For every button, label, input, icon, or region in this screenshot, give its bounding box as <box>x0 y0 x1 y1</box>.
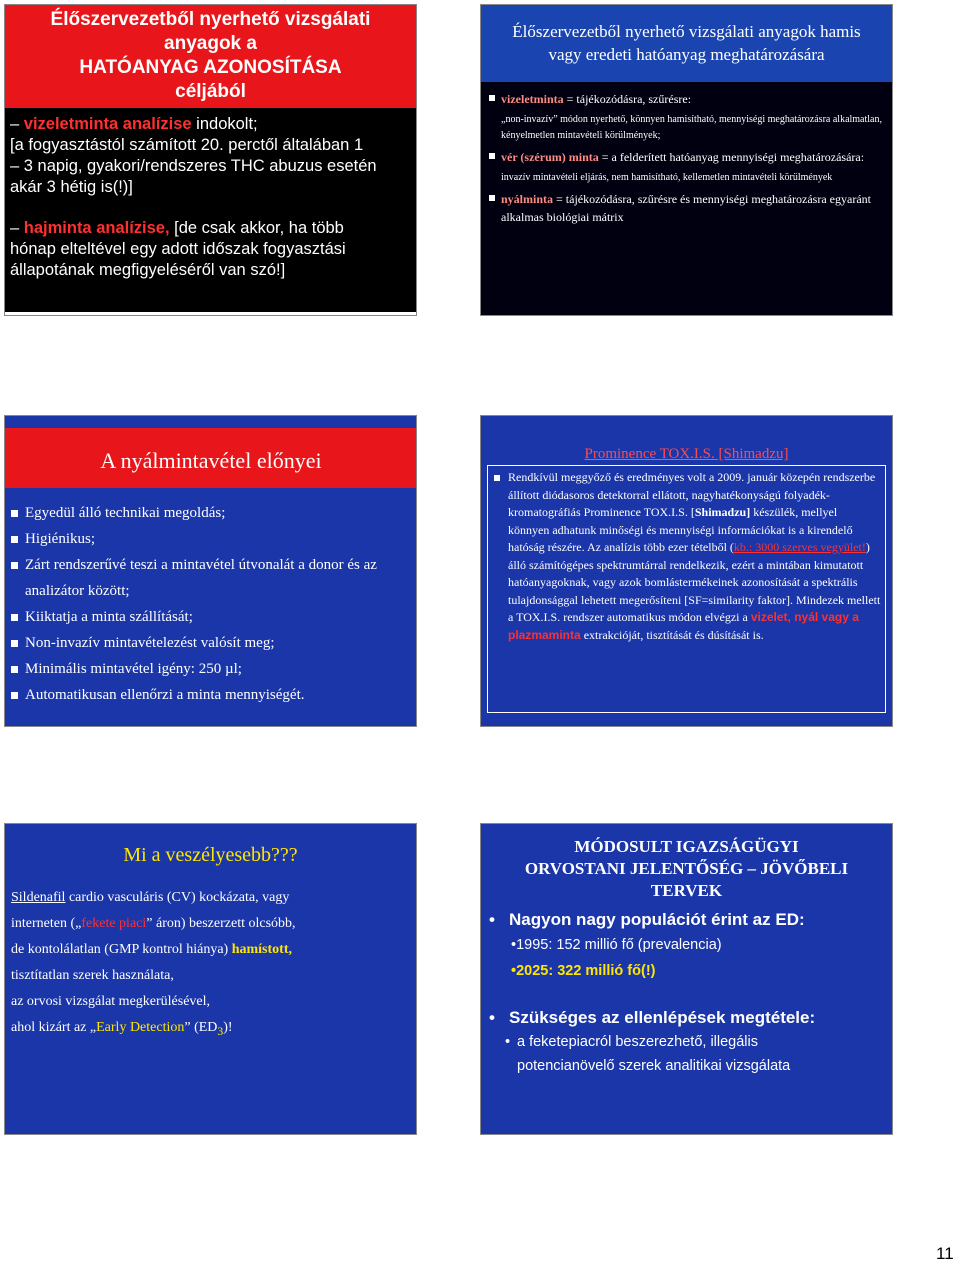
list-item <box>11 604 412 630</box>
item-text: = a felderített hatóanyag mennyiségi meghatározására: <box>598 150 865 164</box>
slide-3-title: A nyálmintavétel előnyei <box>5 428 417 488</box>
slide-6-body <box>481 908 892 1078</box>
sub-item: •2025: 322 millió fő(!) <box>511 963 656 979</box>
text-line <box>10 114 411 135</box>
item-text: = tájékozódásra, szűrésre és mennyiségi meghatározásra egyaránt alkalmas biológiai mátrix <box>501 192 871 224</box>
text-line <box>11 1015 410 1045</box>
text: cardio vasculáris (CV) kockázata, vagy <box>65 890 290 905</box>
text: ) álló számítógépes spektrumtárral rendelkezik, ezért a mintában kimutatott hatóanyagoknak, vagy azok bomlástermékeinek azonosítását a spektrális tulajdonsággal lehetett megerősíteni [SF=similarity faktor]. Mindezek mellett a TOX.I.S. rendszer automatikus módon elvégzi a <box>508 540 881 624</box>
list-item <box>11 526 412 552</box>
bullet-item <box>487 1006 892 1030</box>
slide-6-title <box>481 824 892 908</box>
text: Szükséges az ellenlépések megtétele: <box>509 1008 816 1027</box>
text: készülék, mellyel könnyen adhatunk minőségi és mennyiségi információkat is a kirendelő hatóság részére. Az analízis több ezer tételből ( <box>508 505 853 554</box>
slide-2-title <box>481 5 892 82</box>
title-line: HATÓANYAG AZONOSÍTÁSA <box>79 57 342 78</box>
item-label: nyálminta <box>501 192 554 206</box>
text: ahol kizárt az „ <box>11 1020 97 1035</box>
dash: – <box>10 219 24 237</box>
list-item <box>11 630 412 656</box>
bullet-item <box>487 908 892 932</box>
slide-2 <box>480 4 893 316</box>
list-item-text: Higiénikus; <box>25 531 95 547</box>
text-line <box>11 937 410 963</box>
list-item <box>489 90 884 108</box>
text: ” áron) beszerzett olcsóbb, <box>146 916 296 931</box>
text: [de csak akkor, ha több <box>169 219 344 237</box>
text-line: [a fogyasztástól számított 20. perctől általában 1 <box>10 136 364 154</box>
square-bullet-icon <box>11 510 18 517</box>
list-item-text: Egyedül álló technikai megoldás; <box>25 505 226 521</box>
slide-5 <box>4 823 417 1135</box>
early-detection-term: Early Detection <box>96 1020 185 1035</box>
square-bullet-icon <box>489 153 495 159</box>
list-item-text: Automatikusan ellenőrzi a minta mennyiségét. <box>25 687 305 703</box>
list-item <box>11 656 412 682</box>
bullet-icon: • <box>505 1034 511 1050</box>
square-bullet-icon <box>11 562 18 569</box>
text-line: akár 3 hétig is(!)] <box>10 178 133 196</box>
description-box <box>487 465 886 713</box>
compound-count-link[interactable]: kb.: 3000 szerves vegyület! <box>733 540 866 554</box>
title-line: Élőszervezetből nyerhető vizsgálati <box>50 9 371 30</box>
list-item <box>489 148 884 166</box>
slide-4 <box>480 415 893 727</box>
bullet-icon: • <box>489 910 495 929</box>
title-line: anyagok a <box>164 33 257 54</box>
urine-sample-label: vizeletminta analízise <box>23 115 192 133</box>
bullet-icon: • <box>489 1008 495 1027</box>
sub-item <box>481 1030 892 1054</box>
advantages-list <box>5 488 416 708</box>
slide-6 <box>480 823 893 1135</box>
text: a feketepiacról beszerezhető, illegális <box>517 1034 758 1050</box>
slide-4-title: Prominence TOX.I.S. [Shimadzu] <box>584 446 789 462</box>
title-line: TERVEK <box>650 881 723 900</box>
page-number: 11 <box>936 1244 954 1263</box>
square-bullet-icon <box>11 614 18 621</box>
square-bullet-icon <box>489 195 495 201</box>
sub-item: •1995: 152 millió fő (prevalencia) <box>511 937 722 953</box>
list-item-text: Zárt rendszerűvé teszi a mintavétel útvonalát a donor és az analizátor között; <box>25 557 377 599</box>
slide-5-body <box>5 885 416 1045</box>
title-line: Élőszervezetből nyerhető vizsgálati anyagok hamis <box>512 22 861 41</box>
list-item <box>11 552 412 604</box>
square-bullet-icon <box>494 475 500 481</box>
square-bullet-icon <box>11 692 18 699</box>
text-line: tisztítatlan szerek használata, <box>11 968 174 983</box>
text: )! <box>223 1020 233 1035</box>
text: Shimadzu] <box>694 505 751 519</box>
square-bullet-icon <box>11 666 18 673</box>
text: extrakcióját, tisztítását és dúsítását is. <box>580 627 764 642</box>
list-item-text: Non-invazív mintavételezést valósít meg; <box>25 635 275 651</box>
sub-item-continuation: potencianövelő szerek analitikai vizsgálata <box>517 1058 791 1074</box>
text: interneten („ <box>11 916 82 931</box>
slide-2-body <box>481 82 892 226</box>
item-label: vizeletminta <box>501 92 564 106</box>
text-line: állapotának megfigyeléséről van szó!] <box>10 261 286 279</box>
highlight-text: vizelet, nyál vagy a plazmaminta <box>508 610 859 642</box>
hair-sample-label: hajminta analízise, <box>23 219 170 237</box>
text-line <box>11 911 410 937</box>
slide-5-title: Mi a veszélyesebb??? <box>123 844 298 866</box>
text: de kontolálatlan (GMP kontrol hiánya) <box>11 942 232 957</box>
text-line: az orvosi vizsgálat megkerülésével, <box>11 994 211 1009</box>
counterfeit-term: hamístott, <box>231 942 292 957</box>
title-line: MÓDOSULT IGAZSÁGÜGYI <box>574 837 799 856</box>
square-bullet-icon <box>11 640 18 647</box>
title-line: céljából <box>175 81 246 102</box>
black-market-term: fekete piaci <box>81 916 147 931</box>
list-item <box>11 500 412 526</box>
text-line <box>10 218 411 239</box>
slide-1-title <box>5 5 416 108</box>
item-label: vér (szérum) minta <box>501 150 599 164</box>
text-line: hónap elteltével egy adott időszak fogyasztási <box>10 240 346 258</box>
text: Rendkívül meggyőző és eredményes volt a 2009. január közepén rendszerbe állított diódasoros detektorral ellátott, nagyhatékonyságú folyadék-kromatográfiás Prominence TOX.I.S. [ <box>508 470 876 519</box>
slide-1-body <box>5 108 416 312</box>
slide-3 <box>4 415 417 727</box>
text: ” (ED <box>184 1020 218 1035</box>
square-bullet-icon <box>489 95 495 101</box>
item-subtext: invazív mintavételi eljárás, nem hamisítható, kellemetlen mintavételi körülmények <box>501 172 833 183</box>
text-line: – 3 napig, gyakori/rendszeres THC abuzus esetén <box>10 157 377 175</box>
item-text: = tájékozódásra, szűrésre: <box>563 92 692 106</box>
list-item <box>11 682 412 708</box>
sildenafil-term: Sildenafil <box>11 890 66 905</box>
text-line <box>11 885 410 911</box>
title-line: vagy eredeti hatóanyag meghatározására <box>548 45 825 64</box>
subscript: 3 <box>217 1024 224 1038</box>
text: indokolt; <box>191 115 258 133</box>
list-item-text: Minimális mintavétel igény: 250 µl; <box>25 661 242 677</box>
item-subtext: „non-invazív” módon nyerhető, könnyen hamisítható, mennyiségi meghatározásra alkalmatlan, kényelmetlen mintavételi körülmények; <box>501 114 882 141</box>
square-bullet-icon <box>11 536 18 543</box>
text: Nagyon nagy populációt érint az ED: <box>509 910 805 929</box>
title-line: ORVOSTANI JELENTŐSÉG – JÖVŐBELI <box>524 859 849 878</box>
dash: – <box>10 115 24 133</box>
list-item-text: Kiiktatja a minta szállítását; <box>25 609 193 625</box>
slide-1 <box>4 4 417 316</box>
list-item <box>489 190 884 226</box>
